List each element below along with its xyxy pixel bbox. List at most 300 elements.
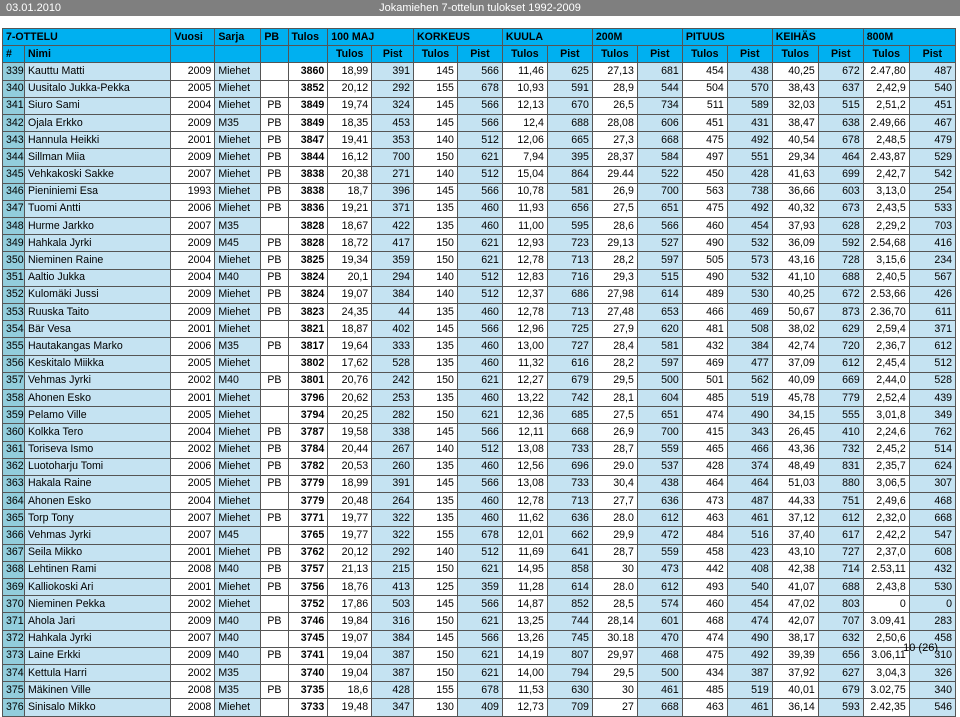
cell-200m-result: 28.0 [592, 510, 637, 527]
cell-rank: 358 [3, 389, 25, 406]
cell-kuula-points: 670 [547, 97, 592, 114]
cell-200m-result: 27,5 [592, 407, 637, 424]
cell-kuula-points: 716 [547, 269, 592, 286]
cell-800m-points: 540 [909, 80, 955, 97]
cell-rank: 372 [3, 630, 25, 647]
header-blank [215, 46, 261, 63]
cell-800m-points: 307 [909, 475, 955, 492]
cell-name: Hannula Heikki [24, 132, 170, 149]
cell-rank: 373 [3, 647, 25, 664]
cell-keihas-points: 515 [818, 97, 863, 114]
cell-200m-result: 26,5 [592, 97, 637, 114]
cell-800m-points: 451 [909, 97, 955, 114]
cell-kuula-points: 696 [547, 458, 592, 475]
cell-pituus-result: 463 [682, 699, 727, 716]
cell-name: Vehmas Jyrki [24, 372, 170, 389]
cell-korkeus-result: 145 [414, 630, 458, 647]
cell-kuula-points: 733 [547, 441, 592, 458]
subheader-pist: Pist [637, 46, 682, 63]
cell-kuula-result: 14,19 [502, 647, 547, 664]
cell-year: 2008 [171, 699, 215, 716]
cell-rank: 370 [3, 596, 25, 613]
cell-pb [261, 80, 288, 97]
header-competition: 7-OTTELU [3, 29, 171, 46]
cell-kuula-points: 591 [547, 80, 592, 97]
cell-kuula-points: 725 [547, 321, 592, 338]
cell-200m-points: 581 [637, 338, 682, 355]
cell-100maj-result: 18,67 [328, 218, 372, 235]
cell-keihas-points: 629 [818, 321, 863, 338]
cell-total: 3824 [288, 286, 328, 303]
cell-keihas-result: 48,49 [772, 458, 818, 475]
cell-total: 3745 [288, 630, 328, 647]
cell-pituus-result: 451 [682, 114, 727, 131]
cell-pituus-result: 501 [682, 372, 727, 389]
cell-800m-points: 530 [909, 579, 955, 596]
cell-200m-result: 28,7 [592, 544, 637, 561]
cell-series: M40 [215, 561, 261, 578]
cell-name: Hautakangas Marko [24, 338, 170, 355]
cell-100maj-points: 292 [372, 544, 414, 561]
cell-name: Pelamo Ville [24, 407, 170, 424]
cell-kuula-points: 395 [547, 149, 592, 166]
cell-total: 3828 [288, 235, 328, 252]
cell-year: 2006 [171, 458, 215, 475]
cell-800m-points: 340 [909, 682, 955, 699]
cell-rank: 374 [3, 664, 25, 681]
cell-name: Kettula Harri [24, 664, 170, 681]
cell-name: Hakala Raine [24, 475, 170, 492]
cell-kuula-points: 713 [547, 493, 592, 510]
header-row-events [3, 29, 956, 46]
cell-100maj-points: 316 [372, 613, 414, 630]
cell-korkeus-result: 150 [414, 561, 458, 578]
cell-kuula-result: 12,83 [502, 269, 547, 286]
cell-keihas-result: 41,07 [772, 579, 818, 596]
cell-korkeus-points: 460 [457, 389, 502, 406]
cell-korkeus-points: 566 [457, 114, 502, 131]
cell-korkeus-result: 145 [414, 63, 458, 80]
cell-pituus-result: 464 [682, 475, 727, 492]
cell-800m-result: 2,42,2 [863, 527, 909, 544]
cell-korkeus-result: 145 [414, 97, 458, 114]
table-row [3, 269, 956, 286]
cell-keihas-result: 36,66 [772, 183, 818, 200]
cell-total: 3836 [288, 200, 328, 217]
cell-keihas-points: 751 [818, 493, 863, 510]
cell-keihas-points: 672 [818, 286, 863, 303]
cell-800m-result: 2,42,7 [863, 166, 909, 183]
cell-year: 2004 [171, 269, 215, 286]
table-row [3, 338, 956, 355]
cell-pb: PB [261, 200, 288, 217]
cell-total: 3849 [288, 97, 328, 114]
cell-pituus-points: 551 [727, 149, 772, 166]
cell-keihas-result: 40,32 [772, 200, 818, 217]
cell-pb: PB [261, 441, 288, 458]
cell-series: Miehet [215, 321, 261, 338]
cell-keihas-points: 880 [818, 475, 863, 492]
cell-kuula-points: 688 [547, 114, 592, 131]
cell-keihas-points: 464 [818, 149, 863, 166]
subheader-pist: Pist [727, 46, 772, 63]
subheader-tulos: Tulos [592, 46, 637, 63]
cell-name: Vehmas Jyrki [24, 527, 170, 544]
cell-year: 2009 [171, 149, 215, 166]
cell-total: 3779 [288, 493, 328, 510]
subheader-tulos: Tulos [502, 46, 547, 63]
cell-keihas-points: 803 [818, 596, 863, 613]
table-row [3, 664, 956, 681]
cell-200m-result: 28,7 [592, 441, 637, 458]
cell-800m-result: 2,40,5 [863, 269, 909, 286]
cell-100maj-points: 503 [372, 596, 414, 613]
cell-name: Sinisalo Mikko [24, 699, 170, 716]
cell-keihas-result: 43,36 [772, 441, 818, 458]
cell-rank: 345 [3, 166, 25, 183]
cell-100maj-points: 387 [372, 664, 414, 681]
cell-series: Miehet [215, 510, 261, 527]
cell-800m-result: 2,43,8 [863, 579, 909, 596]
cell-pituus-result: 458 [682, 544, 727, 561]
cell-pituus-points: 573 [727, 252, 772, 269]
cell-name: Sillman Miia [24, 149, 170, 166]
cell-200m-result: 29.0 [592, 458, 637, 475]
cell-pb: PB [261, 458, 288, 475]
cell-name: Bär Vesa [24, 321, 170, 338]
table-row [3, 596, 956, 613]
cell-keihas-points: 592 [818, 235, 863, 252]
cell-kuula-points: 685 [547, 407, 592, 424]
cell-korkeus-result: 155 [414, 527, 458, 544]
cell-pb: PB [261, 149, 288, 166]
cell-series: Miehet [215, 389, 261, 406]
cell-pituus-result: 475 [682, 647, 727, 664]
cell-series: Miehet [215, 200, 261, 217]
cell-100maj-points: 338 [372, 424, 414, 441]
cell-year: 2005 [171, 475, 215, 492]
table-row [3, 389, 956, 406]
cell-keihas-points: 779 [818, 389, 863, 406]
cell-100maj-result: 20,53 [328, 458, 372, 475]
cell-rank: 349 [3, 235, 25, 252]
cell-keihas-points: 632 [818, 630, 863, 647]
cell-pituus-result: 415 [682, 424, 727, 441]
cell-800m-points: 533 [909, 200, 955, 217]
cell-pituus-points: 532 [727, 235, 772, 252]
cell-200m-result: 28,37 [592, 149, 637, 166]
cell-korkeus-result: 140 [414, 166, 458, 183]
cell-800m-points: 528 [909, 372, 955, 389]
cell-keihas-result: 40,09 [772, 372, 818, 389]
cell-kuula-points: 665 [547, 132, 592, 149]
cell-keihas-points: 720 [818, 338, 863, 355]
cell-200m-points: 438 [637, 475, 682, 492]
cell-keihas-points: 873 [818, 304, 863, 321]
cell-korkeus-points: 678 [457, 682, 502, 699]
cell-year: 2007 [171, 166, 215, 183]
cell-keihas-result: 37,09 [772, 355, 818, 372]
cell-pb: PB [261, 338, 288, 355]
cell-name: Ahonen Esko [24, 493, 170, 510]
cell-year: 2009 [171, 304, 215, 321]
cell-100maj-points: 322 [372, 527, 414, 544]
cell-series: M45 [215, 235, 261, 252]
cell-total: 3824 [288, 269, 328, 286]
cell-200m-result: 26,9 [592, 424, 637, 441]
cell-100maj-points: 391 [372, 475, 414, 492]
cell-series: Miehet [215, 441, 261, 458]
cell-korkeus-points: 621 [457, 372, 502, 389]
cell-pb [261, 63, 288, 80]
cell-korkeus-result: 135 [414, 458, 458, 475]
cell-total: 3771 [288, 510, 328, 527]
cell-100maj-result: 18,72 [328, 235, 372, 252]
cell-keihas-result: 29,34 [772, 149, 818, 166]
cell-pituus-points: 589 [727, 97, 772, 114]
cell-keihas-points: 593 [818, 699, 863, 716]
cell-100maj-points: 324 [372, 97, 414, 114]
cell-100maj-points: 413 [372, 579, 414, 596]
cell-keihas-result: 32,03 [772, 97, 818, 114]
cell-korkeus-result: 145 [414, 183, 458, 200]
cell-total: 3756 [288, 579, 328, 596]
cell-800m-points: 762 [909, 424, 955, 441]
cell-100maj-result: 19,04 [328, 647, 372, 664]
cell-pituus-points: 492 [727, 132, 772, 149]
cell-pituus-points: 423 [727, 544, 772, 561]
cell-kuula-result: 11,46 [502, 63, 547, 80]
cell-rank: 375 [3, 682, 25, 699]
cell-200m-points: 461 [637, 682, 682, 699]
cell-pituus-result: 428 [682, 458, 727, 475]
cell-korkeus-result: 150 [414, 664, 458, 681]
cell-200m-points: 574 [637, 596, 682, 613]
cell-100maj-result: 20,12 [328, 80, 372, 97]
cell-100maj-points: 428 [372, 682, 414, 699]
cell-keihas-points: 673 [818, 200, 863, 217]
cell-rank: 357 [3, 372, 25, 389]
cell-name: Mäkinen Ville [24, 682, 170, 699]
cell-series: M35 [215, 338, 261, 355]
cell-kuula-points: 723 [547, 235, 592, 252]
cell-korkeus-result: 150 [414, 647, 458, 664]
cell-pituus-points: 530 [727, 286, 772, 303]
cell-name: Ahola Jari [24, 613, 170, 630]
cell-200m-points: 472 [637, 527, 682, 544]
subheader-tulos: Tulos [328, 46, 372, 63]
cell-kuula-points: 616 [547, 355, 592, 372]
cell-name: Lehtinen Rami [24, 561, 170, 578]
cell-pituus-result: 460 [682, 596, 727, 613]
cell-korkeus-points: 678 [457, 80, 502, 97]
table-row [3, 407, 956, 424]
cell-pb: PB [261, 114, 288, 131]
cell-200m-points: 681 [637, 63, 682, 80]
table-row [3, 630, 956, 647]
cell-korkeus-points: 566 [457, 97, 502, 114]
cell-kuula-points: 709 [547, 699, 592, 716]
cell-pituus-points: 519 [727, 389, 772, 406]
cell-total: 3849 [288, 114, 328, 131]
cell-kuula-result: 13,08 [502, 475, 547, 492]
cell-kuula-result: 12,56 [502, 458, 547, 475]
cell-100maj-result: 18,99 [328, 475, 372, 492]
cell-keihas-result: 37,12 [772, 510, 818, 527]
cell-series: Miehet [215, 407, 261, 424]
cell-100maj-result: 17,62 [328, 355, 372, 372]
cell-korkeus-points: 621 [457, 664, 502, 681]
cell-series: M35 [215, 218, 261, 235]
cell-name: Kolkka Tero [24, 424, 170, 441]
cell-korkeus-result: 150 [414, 252, 458, 269]
cell-korkeus-points: 566 [457, 63, 502, 80]
cell-pituus-points: 464 [727, 475, 772, 492]
cell-800m-result: 2,51,2 [863, 97, 909, 114]
cell-800m-result: 2,49,6 [863, 493, 909, 510]
cell-total: 3847 [288, 132, 328, 149]
cell-name: Ojala Erkko [24, 114, 170, 131]
cell-200m-result: 27,13 [592, 63, 637, 80]
cell-pb: PB [261, 544, 288, 561]
cell-100maj-result: 19,84 [328, 613, 372, 630]
cell-korkeus-points: 460 [457, 200, 502, 217]
cell-series: Miehet [215, 458, 261, 475]
cell-200m-points: 668 [637, 699, 682, 716]
table-row [3, 321, 956, 338]
table-row [3, 80, 956, 97]
header-event-200m: 200M [592, 29, 682, 46]
cell-series: Miehet [215, 355, 261, 372]
cell-total: 3821 [288, 321, 328, 338]
cell-year: 2009 [171, 235, 215, 252]
cell-keihas-points: 728 [818, 252, 863, 269]
cell-kuula-result: 13,26 [502, 630, 547, 647]
cell-keihas-points: 627 [818, 664, 863, 681]
cell-kuula-points: 864 [547, 166, 592, 183]
cell-rank: 344 [3, 149, 25, 166]
cell-800m-result: 2,48,5 [863, 132, 909, 149]
cell-korkeus-result: 140 [414, 441, 458, 458]
cell-100maj-result: 20,1 [328, 269, 372, 286]
cell-100maj-points: 333 [372, 338, 414, 355]
cell-800m-points: 529 [909, 149, 955, 166]
cell-800m-result: 2.43,87 [863, 149, 909, 166]
cell-year: 2001 [171, 544, 215, 561]
cell-rank: 340 [3, 80, 25, 97]
cell-200m-points: 614 [637, 286, 682, 303]
cell-total: 3852 [288, 80, 328, 97]
cell-total: 3801 [288, 372, 328, 389]
cell-pituus-result: 485 [682, 682, 727, 699]
cell-series: Miehet [215, 149, 261, 166]
cell-kuula-result: 11,28 [502, 579, 547, 596]
cell-kuula-result: 12,36 [502, 407, 547, 424]
cell-200m-points: 522 [637, 166, 682, 183]
cell-pituus-result: 432 [682, 338, 727, 355]
cell-100maj-result: 21,13 [328, 561, 372, 578]
cell-year: 2005 [171, 355, 215, 372]
cell-name: Aaltio Jukka [24, 269, 170, 286]
header-blank [171, 46, 215, 63]
cell-pituus-result: 505 [682, 252, 727, 269]
cell-pb [261, 699, 288, 716]
cell-800m-points: 479 [909, 132, 955, 149]
cell-total: 3796 [288, 389, 328, 406]
cell-100maj-points: 353 [372, 132, 414, 149]
cell-keihas-points: 612 [818, 355, 863, 372]
cell-200m-points: 700 [637, 183, 682, 200]
cell-year: 2001 [171, 579, 215, 596]
cell-800m-points: 371 [909, 321, 955, 338]
cell-200m-result: 28,6 [592, 218, 637, 235]
cell-keihas-result: 47,02 [772, 596, 818, 613]
cell-pb: PB [261, 424, 288, 441]
table-row [3, 458, 956, 475]
cell-200m-result: 28.0 [592, 579, 637, 596]
cell-800m-result: 2,29,2 [863, 218, 909, 235]
cell-200m-result: 28,2 [592, 252, 637, 269]
cell-200m-points: 620 [637, 321, 682, 338]
cell-kuula-result: 13,08 [502, 441, 547, 458]
cell-rank: 365 [3, 510, 25, 527]
cell-name: Keskitalo Miikka [24, 355, 170, 372]
cell-100maj-points: 453 [372, 114, 414, 131]
table-row [3, 200, 956, 217]
cell-pituus-result: 475 [682, 200, 727, 217]
cell-korkeus-points: 621 [457, 613, 502, 630]
cell-rank: 363 [3, 475, 25, 492]
cell-100maj-points: 253 [372, 389, 414, 406]
cell-800m-result: 2,45,4 [863, 355, 909, 372]
cell-keihas-result: 39,39 [772, 647, 818, 664]
cell-pb [261, 493, 288, 510]
cell-korkeus-points: 621 [457, 252, 502, 269]
cell-kuula-result: 10,78 [502, 183, 547, 200]
cell-keihas-points: 638 [818, 114, 863, 131]
cell-series: M45 [215, 527, 261, 544]
cell-kuula-points: 630 [547, 682, 592, 699]
cell-total: 3802 [288, 355, 328, 372]
cell-keihas-points: 612 [818, 510, 863, 527]
cell-korkeus-points: 512 [457, 132, 502, 149]
cell-korkeus-result: 135 [414, 200, 458, 217]
cell-total: 3825 [288, 252, 328, 269]
cell-800m-result: 2,59,4 [863, 321, 909, 338]
cell-keihas-result: 45,78 [772, 389, 818, 406]
cell-total: 3823 [288, 304, 328, 321]
cell-100maj-points: 402 [372, 321, 414, 338]
cell-pituus-points: 570 [727, 80, 772, 97]
cell-rank: 355 [3, 338, 25, 355]
cell-pituus-result: 460 [682, 218, 727, 235]
table-row [3, 63, 956, 80]
cell-rank: 353 [3, 304, 25, 321]
cell-kuula-result: 12,11 [502, 424, 547, 441]
cell-800m-result: 2,42,9 [863, 80, 909, 97]
cell-800m-points: 326 [909, 664, 955, 681]
table-row [3, 218, 956, 235]
cell-korkeus-points: 460 [457, 304, 502, 321]
cell-200m-points: 566 [637, 218, 682, 235]
cell-800m-result: 3,06,5 [863, 475, 909, 492]
cell-100maj-result: 20,44 [328, 441, 372, 458]
cell-pb [261, 218, 288, 235]
header-event-keihas: KEIHÄS [772, 29, 863, 46]
header-blank [261, 46, 288, 63]
cell-keihas-result: 40,01 [772, 682, 818, 699]
cell-korkeus-points: 460 [457, 355, 502, 372]
